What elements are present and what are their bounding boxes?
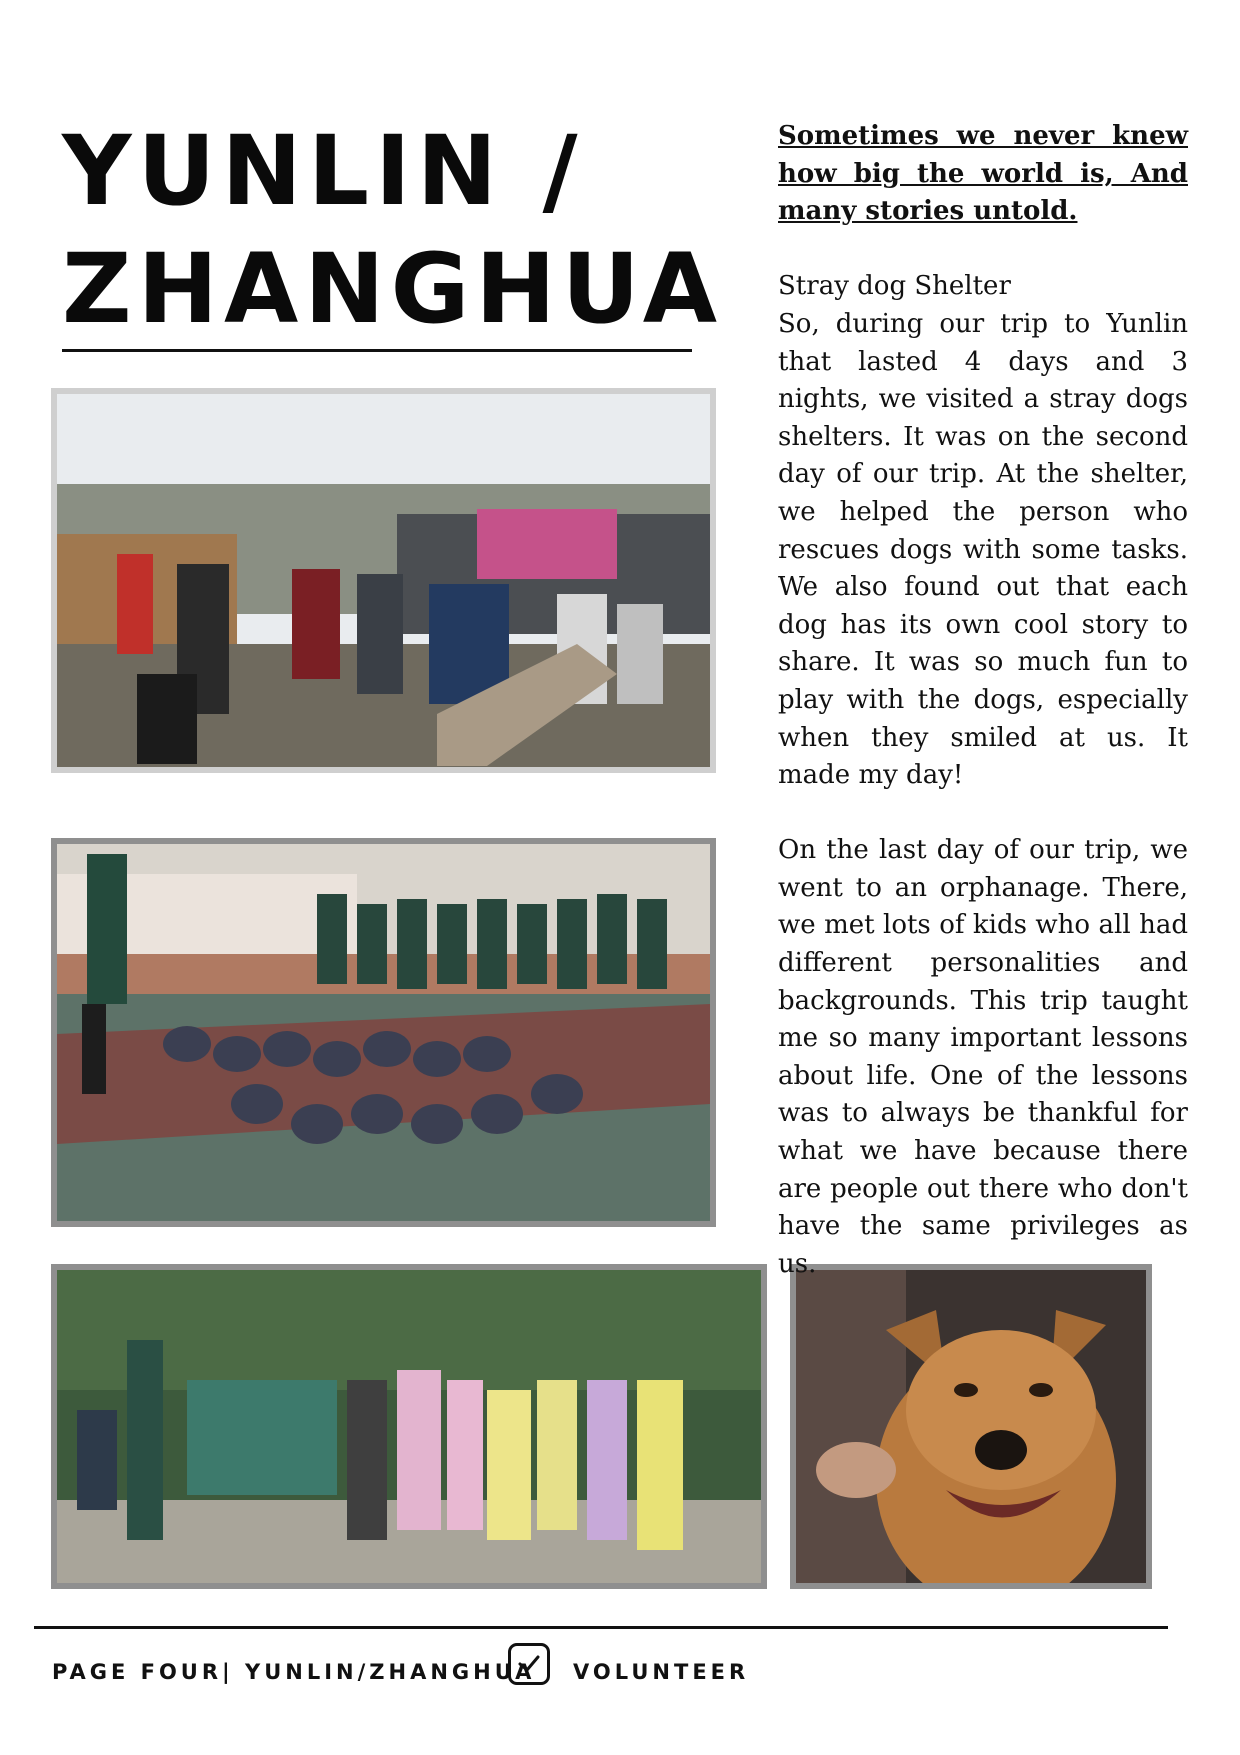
title-line-1: YUNLIN / (62, 115, 584, 227)
section-heading-stray-dog-shelter: Stray dog Shelter (778, 271, 1011, 302)
orphanage-photo (51, 838, 716, 1227)
checkbox-icon (508, 1643, 550, 1685)
footer-page-label: PAGE FOUR| YUNLIN/ZHANGHUA (52, 1660, 536, 1684)
orphanage-photo-image (57, 844, 710, 1221)
article-intro: Sometimes we never knew how big the world is, And many stories untold. (778, 121, 1188, 227)
section-body-shelter: So, during our trip to Yunlin that lasted 4 days and 3 nights, we visited a stray dogs shelters. It was on the second day of our trip. At the shelter, we helped the person who rescues dogs with some tasks. We also found out that each dog has its own cool story to share. It was so much fun to play with the dogs, especially when they smiled at us. It made my day! (778, 308, 1188, 791)
title-divider (62, 349, 692, 352)
title-line-2: ZHANGHUA (62, 233, 724, 345)
footer-divider (34, 1626, 1168, 1629)
shelter-photo (51, 388, 716, 773)
section-body-orphanage: On the last day of our trip, we went to an orphanage. There, we met lots of kids who all had different personalities and backgrounds. This trip taught me so many important lessons about life. One of the lessons was to always be thankful for what we have because there are people out there who don't have the same privileges as us. (778, 835, 1188, 1279)
dog-photo (790, 1264, 1152, 1589)
group-photo (51, 1264, 767, 1589)
dog-photo-image (796, 1270, 1146, 1583)
group-photo-image (57, 1270, 761, 1583)
article-text (778, 118, 1188, 1283)
footer-category: VOLUNTEER (573, 1660, 750, 1684)
shelter-photo-image (57, 394, 710, 767)
page-title (62, 112, 724, 348)
